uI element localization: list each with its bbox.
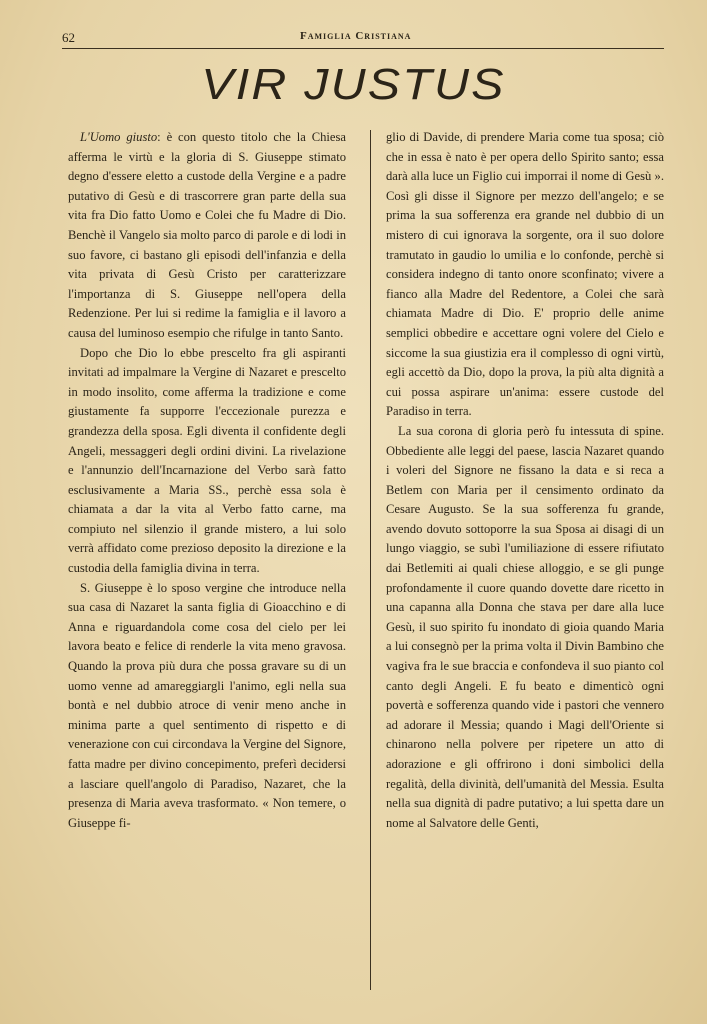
column-divider bbox=[370, 130, 371, 990]
page-number: 62 bbox=[62, 30, 75, 45]
header-rule bbox=[62, 48, 664, 49]
paragraph: glio di Davide, di prendere Maria come tua sposa; ciò che in essa è nato è per opera dello Spirito santo; essa darà alla luce un Figlio cui imporrai il nome di Gesù ». Così gli disse il Signore per mezzo dell'angelo; e se prima la sua sofferenza era grande nel dubbio di un mistero di cui ignorava la sorgente, ora il suo dolore tramutato in gaudio lo umilia e lo confonde, perchè si considera indegno di tanto onore sconfinato; vivere a fianco alla Madre del Redentore, a Colei che sarà chiamata Madre di Dio. E' proprio delle anime semplici obbedire e accettare ogni volere del Cielo e siccome la sua giustizia era il complesso di ogni virtù, egli accettò da Dio, dopo la prova, la più alta dignità a cui possa aspirare un'anima: essere custode del Paradiso in terra. bbox=[386, 130, 664, 419]
article-title: VIR JUSTUS bbox=[201, 60, 506, 109]
left-column bbox=[68, 128, 346, 833]
paragraph: Dopo che Dio lo ebbe prescelto fra gli aspiranti invitati ad impalmare la Vergine di Nazaret e prescelto in modo insolito, come afferma la tradizione e come giustamente fa supporre l'eccezionale purezza e grandezza della sposa. Egli diventa il confidente degli Angeli, messaggeri degli ordini divini. La rivelazione e l'annunzio dell'Incarnazione del Verbo sarà fatto esclusivamente a Maria SS., perchè essa sola è chiamata a dar la vita al Verbo fatto carne, ma compiuto nel silenzio il grande mistero, a lui solo verrà affidato come prezioso deposito la direzione e la custodia della famiglia divina in terra. bbox=[68, 345, 346, 576]
paragraph: S. Giuseppe è lo sposo vergine che introduce nella sua casa di Nazaret la santa figlia di Gioacchino e di Anna e riguardandola come cosa del cielo per lei lavora beato e felice di renderle la vita meno gravosa. Quando la prova più dura che possa gravare su di un uomo venne ad amareggiargli l'animo, egli nella sua bontà e nel dubbio atroce di venir meno anche in minima parte a quel sentimento di rispetto e di venerazione con cui circondava la Vergine del Signore, fatta madre per divino concepimento, preferì decidersi a lasciare quell'angolo di Paradiso, Nazaret, che la presenza di Maria aveva trasformato. « Non temere, o Giuseppe fi- bbox=[68, 580, 346, 830]
page-header bbox=[62, 26, 664, 46]
paragraph bbox=[68, 128, 346, 344]
paragraph-text: : è con questo titolo che la Chiesa afferma le virtù e la gloria di S. Giuseppe stimato degno d'essere eletto a custode della Vergine e a padre putativo di Gesù e di trascorrere gran parte della sua vita fra Dio fatto Uomo e Colei che fu Madre di Dio. Benchè il Vangelo sia molto parco di parole e di lodi in suo favore, ci bastano gli episodi dell'infanzia e della vita privata di Gesù Cristo per caratterizzare l'importanza di S. Giuseppe nell'opera della Redenzione. Per lui si redime la famiglia e il lavoro a causa del luminoso esempio che rifulge in tanto Santo. bbox=[68, 130, 347, 340]
lead-phrase: L'Uomo giusto bbox=[80, 130, 158, 144]
magazine-name: Famiglia Cristiana bbox=[300, 30, 412, 42]
paragraph: La sua corona di gloria però fu intessuta di spine. Obbediente alle leggi del paese, lascia Nazaret quando i voleri del Signore ne fissano la data e si reca a Betlem con Maria per il censimento ordinato da Cesare Augusto. Se la sua sofferenza fu grande, avendo dovuto sottoporre la sua Sposa ai disagi di un lungo viaggio, se subì l'umiliazione di essere rifiutato dai Betlemiti ai quali chiese alloggio, e se gli punge profondamente il cuore quando dovette dare ricetto in una capanna alla Donna che stava per dare alla luce Gesù, il suo spirito fu inondato di gioia quando Maria a lui consegnò per la prima volta il Divin Bambino che vagiva fra le sue braccia e confondeva il suo pianto col canto degli Angeli. E fu beato e dimenticò ogni povertà e sofferenza quando vide i pastori che vennero ad adorare il Messia; quando i Magi dell'Oriente si chinarono nella polvere per ripetere un atto di adorazione e gli offrirono i doni simbolici della regalità, della divinità, dell'umanità del Messia. Esulta nella sua dignità di padre putativo; a lui spetta dare un nome al Salvatore delle Genti, bbox=[386, 423, 664, 830]
right-column bbox=[386, 128, 664, 833]
